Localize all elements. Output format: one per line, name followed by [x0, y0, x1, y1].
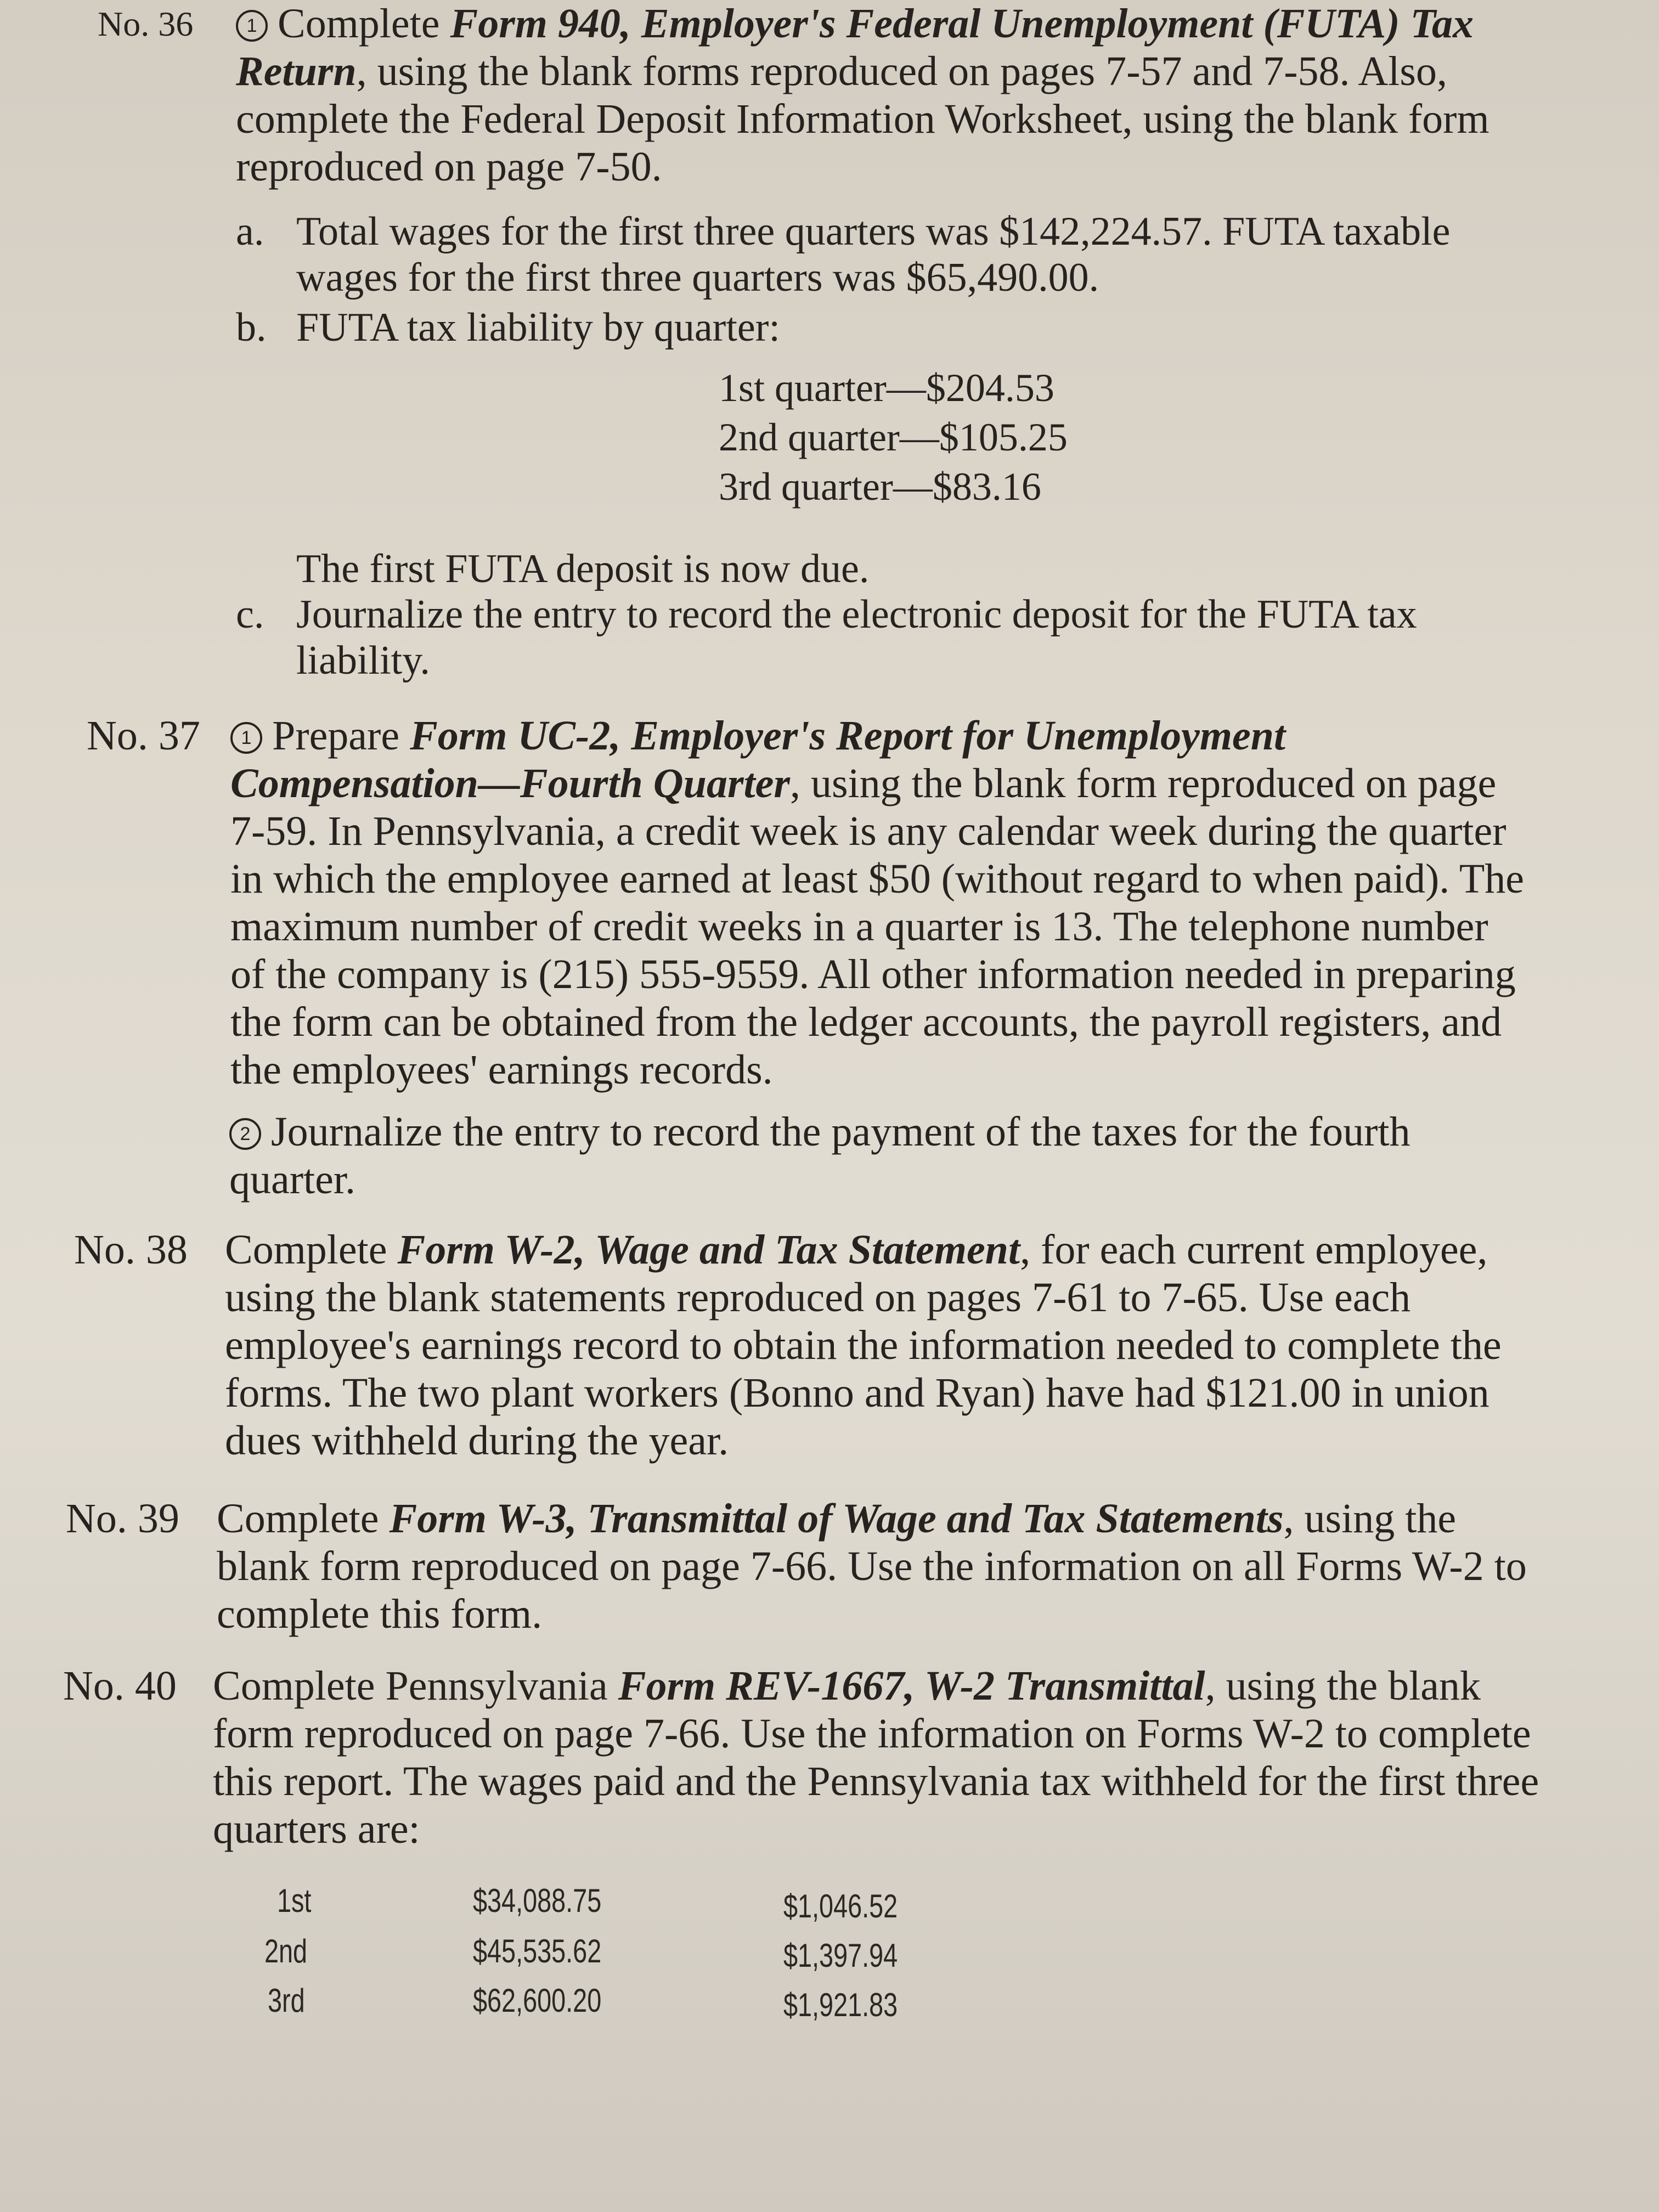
- form-title: Form W-2, Wage and Tax Statement: [397, 1227, 1020, 1273]
- table-cell-quarter: 3rd: [268, 1982, 305, 2019]
- step-marker: 2: [229, 1118, 261, 1150]
- text-part: Complete: [217, 1496, 390, 1542]
- text-part: Complete Pennsylvania: [213, 1663, 618, 1709]
- text-part: Prepare: [272, 713, 410, 759]
- text-part: Complete: [225, 1227, 398, 1273]
- table-cell-wages: $45,535.62: [473, 1933, 602, 1970]
- form-title: Form REV-1667, W-2 Transmittal: [618, 1663, 1205, 1709]
- item-label: c.: [236, 592, 264, 637]
- problem-text: [213, 1662, 1551, 1853]
- text-part: Complete: [278, 1, 450, 47]
- text-part: , using the blank form reproduced on page 7-59. In Pennsylvania, a credit week is any calendar week during the quarter in which the employee earned at least $50 (without regard to when paid). The maximum number of credit weeks in a quarter is 13. The telephone number of the company is (215) 555-9559. All other information needed in preparing the form can be obtained from the ledger accounts, the payroll registers, and the employees' earnings records.: [230, 760, 1525, 1093]
- problem-number: No. 39: [66, 1496, 179, 1542]
- table-cell-quarter: 2nd: [264, 1933, 308, 1970]
- problem-number: No. 38: [74, 1227, 188, 1273]
- table-cell-tax: $1,046.52: [783, 1888, 898, 1925]
- table-cell-wages: $34,088.75: [473, 1882, 602, 1919]
- deposit-note: [296, 546, 1503, 592]
- sub-text: Journalize the entry to record the payment of the taxes for the fourth quarter.: [229, 1109, 1410, 1203]
- table-cell-tax: $1,397.94: [783, 1937, 898, 1974]
- problem-text: [236, 0, 1514, 191]
- problem-text: [230, 712, 1531, 1094]
- table-cell-tax: $1,921.83: [783, 1987, 898, 2023]
- form-title: Form W-3, Transmittal of Wage and Tax Statements: [389, 1496, 1284, 1542]
- quarter-line: 2nd quarter—$105.25: [719, 415, 1068, 459]
- text-part: , using the blank form reproduced on page 7-66. Use the information on Forms W-2 to complete this report. The wages paid and the Pennsylvania tax withheld for the first three quarters are:: [213, 1663, 1539, 1852]
- step-marker: 1: [230, 722, 262, 754]
- problem-number: No. 36: [98, 4, 194, 43]
- text-part: , using the blank forms reproduced on pages 7-57 and 7-58. Also, complete the Federal Deposit Information Worksheet, using the blank form reproduced on page 7-50.: [236, 48, 1489, 190]
- note-text: The first FUTA deposit is now due.: [296, 546, 870, 591]
- problem-text: [217, 1495, 1544, 1638]
- quarter-line: 3rd quarter—$83.16: [719, 465, 1041, 509]
- table-cell-wages: $62,600.20: [473, 1982, 602, 2019]
- item-text: Total wages for the first three quarters was $142,224.57. FUTA taxable wages for the first three quarters was $65,490.00.: [296, 209, 1451, 300]
- item-text: Journalize the entry to record the electronic deposit for the FUTA tax liability.: [296, 592, 1417, 683]
- step-marker: 1: [236, 10, 268, 42]
- item-label: a.: [236, 209, 264, 254]
- item-label: b.: [236, 305, 267, 350]
- problem-number: No. 37: [87, 713, 200, 759]
- text-part: , for each current employee, using the blank statements reproduced on pages 7-61 to 7-65. Use each employee's earnings record to obtain the information needed to complete the forms. The two plant workers (Bonno and Ryan) have had $121.00 in union dues withheld during the year.: [225, 1227, 1502, 1464]
- form-title: Form 940, Employer's Federal Unemployment (FUTA) Tax Return: [236, 1, 1474, 94]
- item-text: FUTA tax liability by quarter:: [296, 305, 780, 350]
- quarter-line: 1st quarter—$204.53: [719, 366, 1054, 410]
- problem-text: [225, 1226, 1542, 1465]
- form-title: Form UC-2, Employer's Report for Unemployment Compensation—Fourth Quarter: [230, 713, 1286, 806]
- problem-number: No. 40: [63, 1663, 177, 1709]
- problem-37-step-2: [229, 1108, 1530, 1204]
- table-cell-quarter: 1st: [277, 1882, 312, 1919]
- text-part: , using the blank form reproduced on page 7-66. Use the information on all Forms W-2 to complete this form.: [217, 1496, 1527, 1637]
